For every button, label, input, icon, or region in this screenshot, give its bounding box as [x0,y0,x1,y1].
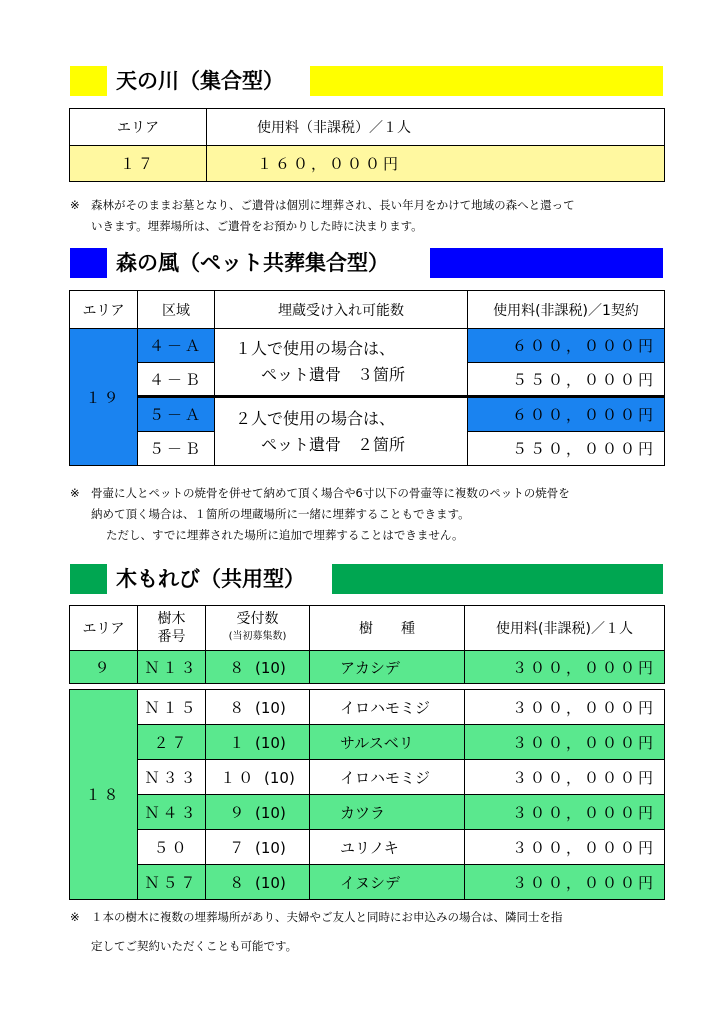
fee-value: ３００，０００円 [465,651,665,684]
initial-count: (10) [255,733,286,752]
header-count-line: 受付数 [236,611,279,627]
header-fee: 使用料(非課税)／1契約 [468,291,665,329]
count-value: ７ [229,838,248,857]
note-line: いきます。埋葬場所は、ご遺骨をお預かりした時に決まります。 [91,219,423,233]
tree-no: Ｎ１５ [138,690,206,725]
species: イヌシデ [310,865,465,900]
header-tree-no [138,606,206,651]
fee-value: ３００，０００円 [465,795,665,830]
note-line: 骨壷に人とペットの焼骨を併せて納めて頂く場合や6寸以下の骨壷等に複数のペットの焼骨を [91,486,570,500]
count-cell [206,865,310,900]
initial-count: (10) [255,873,286,892]
tree-no: Ｎ５７ [138,865,206,900]
capacity-line: ２人で使用の場合は、 [235,408,396,428]
count-value: ８ [229,873,248,892]
section1-marker [70,66,107,96]
section1-table [69,108,665,182]
section1-bar [310,66,663,96]
section2-marker [70,248,107,278]
header-tree-no-line: 番号 [157,629,186,645]
header-area: エリア [70,109,207,146]
species: イロハモミジ [310,690,465,725]
note-mark: ※ [70,198,80,212]
count-value: ８ [229,658,248,677]
header-count-sub: (当初募集数) [228,631,287,642]
species: アカシデ [310,651,465,684]
tree-no: ２７ [138,725,206,760]
capacity-line: ペット遺骨 ２箇所 [261,434,406,454]
capacity-line: ペット遺骨 ３箇所 [261,365,406,384]
count-cell [206,760,310,795]
section2-table [69,290,665,466]
fee-value: ５５０，０００円 [468,432,665,466]
section1-title: 天の川（集合型） [116,69,284,93]
count-value: １０ [220,768,257,787]
tree-no: Ｎ４３ [138,795,206,830]
header-area: エリア [70,291,138,329]
count-value: ８ [229,698,248,717]
species: ユリノキ [310,830,465,865]
note-line: 森林がそのままお墓となり、ご遺骨は個別に埋葬され、長い年月をかけて地域の森へと還って [91,198,575,212]
tree-no: Ｎ３３ [138,760,206,795]
header-tree-no-line: 樹木 [157,611,186,627]
zone-value: ４－Ｂ [138,363,215,397]
count-cell [206,795,310,830]
species: カツラ [310,795,465,830]
initial-count: (10) [255,803,286,822]
fee-value: ３００，０００円 [465,865,665,900]
header-area: エリア [70,606,138,651]
note-line: １本の樹木に複数の埋葬場所があり、夫婦やご友人と同時にお申込みの場合は、隣同士を指 [91,910,563,924]
zone-value: ５－Ｂ [138,432,215,466]
area-value: １９ [70,329,138,466]
initial-count: (10) [255,698,286,717]
initial-count: (10) [255,658,286,677]
fee-value: ３００，０００円 [465,725,665,760]
capacity-cell [215,397,468,466]
section3-bar [332,564,663,594]
fee-value: ６００，０００円 [468,329,665,363]
header-capacity: 埋蔵受け入れ可能数 [215,291,468,329]
header-species: 樹 種 [310,606,465,651]
capacity-line: １人で使用の場合は、 [235,339,396,358]
fee-value: ６００，０００円 [468,397,665,432]
initial-count: (10) [255,838,286,857]
note-mark: ※ [70,910,80,924]
section3-table [69,605,665,900]
note-line: ただし、すでに埋葬された場所に追加で埋葬することはできません。 [106,528,464,542]
count-cell [206,830,310,865]
zone-value: ４－Ａ [138,329,215,363]
count-value: ９ [229,803,248,822]
header-fee: 使用料(非課税)／１人 [465,606,665,651]
header-zone: 区域 [138,291,215,329]
fee-value: ３００，０００円 [465,830,665,865]
zone-value: ５－Ａ [138,397,215,432]
section2-title: 森の風（ペット共葬集合型） [116,251,389,275]
note-line: 納めて頂く場合は、１箇所の埋蔵場所に一緒に埋葬することもできます。 [91,507,470,521]
section2-bar [430,248,663,278]
header-fee: 使用料（非課税）／１人 [207,109,665,146]
count-cell [206,690,310,725]
note-line: 定してご契約いただくことも可能です。 [91,939,298,953]
area-value: ９ [70,651,138,684]
note-mark: ※ [70,486,80,500]
header-count [206,606,310,651]
area-value: １８ [70,690,138,900]
count-value: １ [229,733,248,752]
fee-value: ３００，０００円 [465,760,665,795]
count-cell [206,725,310,760]
fee-value: ５５０，０００円 [468,363,665,397]
count-cell [206,651,310,684]
area-value: １７ [70,146,207,182]
tree-no: Ｎ１３ [138,651,206,684]
section3-marker [70,564,107,594]
capacity-cell [215,329,468,397]
tree-no: ５０ [138,830,206,865]
initial-count: (10) [264,768,295,787]
fee-value: １６０，０００円 [207,146,665,182]
species: イロハモミジ [310,760,465,795]
species: サルスベリ [310,725,465,760]
section3-title: 木もれび（共用型） [116,567,305,591]
fee-value: ３００，０００円 [465,690,665,725]
